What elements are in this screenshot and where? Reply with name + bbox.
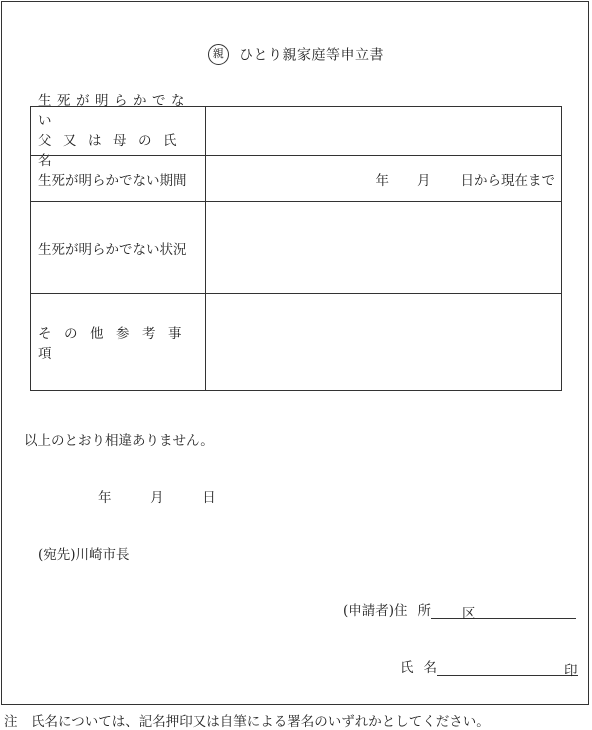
- row-unknown-period: [31, 155, 561, 201]
- parent-seal-mark: 親: [208, 44, 229, 65]
- label-unknown-situation: 生死が明らかでない状況: [31, 202, 206, 293]
- name-label: 氏: [400, 660, 414, 676]
- period-suffix: 日から現在まで: [460, 172, 555, 189]
- confirmation-statement: 以上のとおり相違ありません。: [24, 433, 214, 449]
- name-label-2: 名: [423, 660, 437, 676]
- row-other-notes: [31, 293, 561, 390]
- unknown-period-field[interactable]: [206, 156, 561, 201]
- date-year-label: 年: [98, 490, 112, 506]
- footnote: 注 氏名については、記名押印又は自筆による署名のいずれかとしてください。: [4, 714, 490, 730]
- address-city-field[interactable]: [431, 602, 462, 619]
- applicant-address-line: [343, 599, 576, 622]
- applicant-label: (申請者)住: [343, 603, 408, 619]
- label-parent-name-line1: 生死が明らかでない: [38, 93, 190, 129]
- declaration-table: [30, 93, 562, 391]
- label-parent-name-line2: 父又は母の氏名: [38, 133, 188, 169]
- address-detail-field[interactable]: [476, 602, 576, 619]
- applicant-name-line: [400, 656, 578, 679]
- date-day-label: 日: [202, 490, 216, 506]
- row-unknown-situation: [31, 201, 561, 293]
- row-parent-name: [31, 93, 561, 169]
- other-notes-field[interactable]: [206, 294, 561, 390]
- label-unknown-period: 生死が明らかでない期間: [31, 156, 206, 201]
- date-month-label: 月: [150, 490, 164, 506]
- addressee: (宛先)川崎市長: [38, 547, 130, 563]
- document-title: [0, 44, 592, 65]
- label-other-notes: その他参考事項: [31, 294, 206, 390]
- address-ward-label: 区: [462, 602, 476, 619]
- period-year-label: 年: [375, 172, 389, 189]
- date-line: [98, 486, 216, 506]
- period-month-label: 月: [417, 172, 431, 189]
- unknown-situation-field[interactable]: [206, 202, 561, 293]
- label-parent-name: [31, 93, 206, 169]
- seal-mark-label: 印: [564, 659, 578, 676]
- applicant-name-field[interactable]: [437, 659, 564, 676]
- applicant-label-address: 所: [417, 603, 432, 619]
- title-text: ひとり親家庭等申立書: [239, 47, 384, 64]
- parent-name-field[interactable]: [206, 107, 561, 155]
